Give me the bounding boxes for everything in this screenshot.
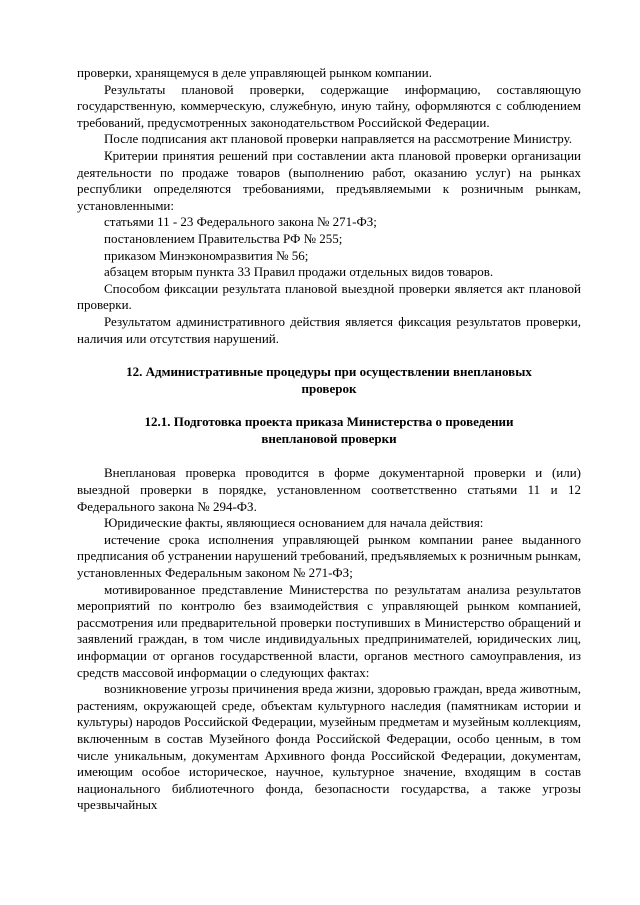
- list-item-ministry-order: приказом Минэкономразвития № 56;: [104, 247, 309, 263]
- subsection-heading: 12.1. Подготовка проекта приказа Министерства о проведении внеплановой проверки: [144, 414, 514, 446]
- paragraph-decision-criteria: Критерии принятия решений при составлении акта плановой проверки организации деятельности по продаже товаров (выполнению работ, оказанию услуг) на рынках республики определяются требованиями, предъявляемыми к розничным рынкам, установленными:: [77, 147, 581, 213]
- paragraph-continuation: проверки, хранящемуся в деле управляющей рынком компании.: [77, 65, 432, 80]
- paragraph-confidential-results: Результаты плановой проверки, содержащие информацию, составляющую государственную, коммерческую, служебную, иную тайну, оформляются с соблюдением требований, предусмотренных законодательством Российской Федерации.: [77, 81, 581, 130]
- list-item-government-decree: постановлением Правительства РФ № 255;: [104, 230, 343, 246]
- section-heading: 12. Административные процедуры при осуществлении внеплановых проверок: [126, 364, 532, 396]
- paragraph-act-submission: После подписания акт плановой проверки направляется на рассмотрение Министру.: [104, 131, 573, 147]
- document-page: [77, 65, 581, 814]
- paragraph-fixation-method: Способом фиксации результата плановой выездной проверки является акт плановой проверки.: [77, 280, 581, 313]
- list-item-articles: статьями 11 - 23 Федерального закона № 271-ФЗ;: [104, 214, 377, 230]
- list-item-sales-rules: абзацем вторым пункта 33 Правил продажи отдельных видов товаров.: [104, 264, 494, 280]
- paragraph-legal-facts: Юридические факты, являющиеся основанием для начала действия:: [104, 515, 484, 531]
- list-item-deadline-expiry: истечение срока исполнения управляющей рынком компании ранее выданного предписания об устранении нарушений требований, предъявляемых к розничным рынкам, установленных Федеральным законом № 271-ФЗ;: [77, 531, 581, 581]
- paragraph-unscheduled-inspection: Внеплановая проверка проводится в форме документарной проверки и (или) выездной проверки в порядке, установленном соответственно статьями 11 и 12 Федерального закона № 294-ФЗ.: [77, 465, 581, 514]
- paragraph-action-result: Результатом административного действия является фиксация результатов проверки, наличия или отсутствия нарушений.: [77, 313, 581, 346]
- list-item-motivated-submission: мотивированное представление Министерства по результатам анализа результатов мероприятий по контролю без взаимодействия с управляющей рынком компанией, рассмотрения или предварительной проверки поступивших в Министерство обращений и заявлений граждан, в том числе индивидуальных предпринимателей, юридических лиц, информации от органов государственной власти, органов местного самоуправления, из средств массовой информации о следующих фактах:: [77, 581, 581, 680]
- list-item-threat-of-harm: возникновение угрозы причинения вреда жизни, здоровью граждан, вреда животным, растениям, окружающей среде, объектам культурного наследия (памятникам истории и культуры) народов Российской Федерации, музейным предметам и музейным коллекциям, включенным в состав Музейного фонда Российской Федерации, особо ценным, в том числе уникальным, документам Архивного фонда Российской Федерации, документам, имеющим особое историческое, научное, культурное значение, входящим в состав национального библиотечного фонда, безопасности государства, а также угрозы чрезвычайных: [77, 681, 581, 813]
